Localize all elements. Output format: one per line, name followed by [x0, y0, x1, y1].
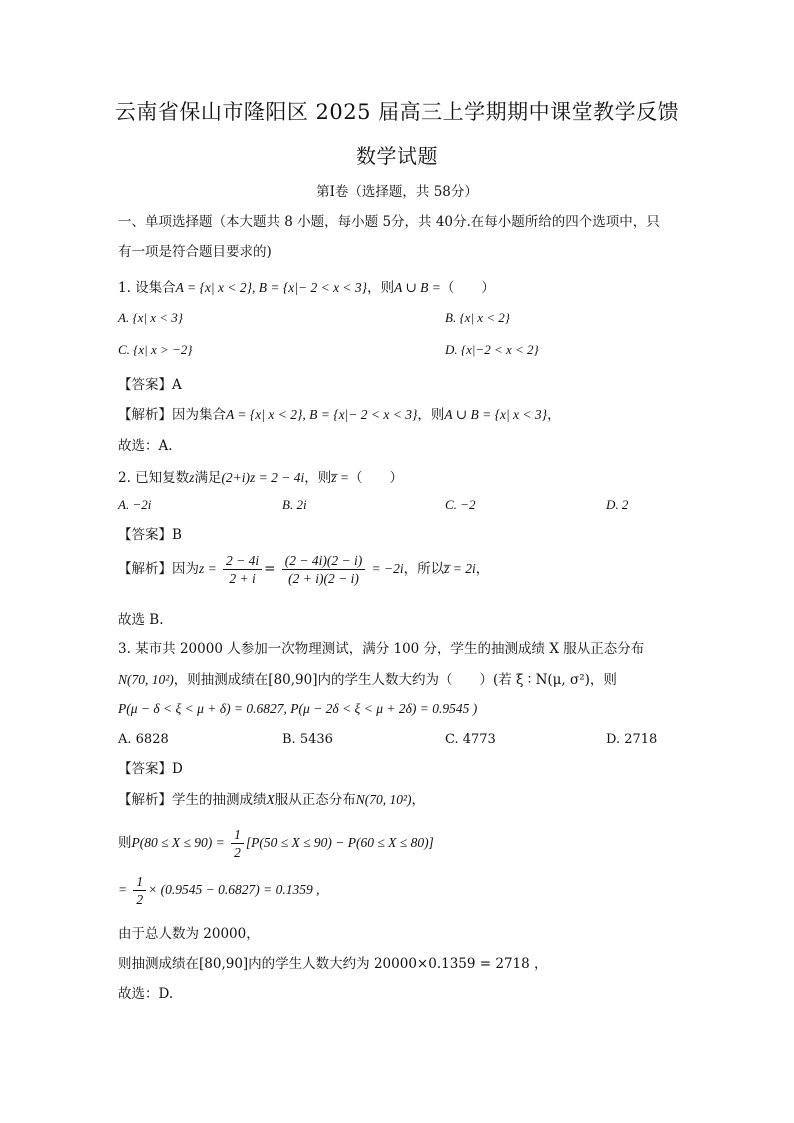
q3-half-num: 1 [231, 826, 244, 844]
q1-analysis-c: ， [547, 407, 561, 423]
q3-half-den: 2 [234, 845, 241, 860]
question-1-stem [118, 276, 495, 296]
q1-analysis-math: A = {x| x < 2}, B = {x|− 2 < x < 3} [226, 407, 418, 422]
q2-frac2-den: (2 + i)(2 − i) [288, 571, 359, 586]
q2-math: (2+i)z = 2 − 4i [221, 470, 305, 485]
q2-option-c: C. −2 [445, 497, 476, 512]
q1-text-c: （ ） [440, 280, 495, 296]
q3-analysis-2-math: P(80 ≤ X ≤ 90) = [131, 835, 225, 850]
q1-option-d: D. {x|−2 < x < 2} [445, 342, 539, 357]
q3-analysis-1-math: N(70, 10²) [355, 792, 412, 807]
q1-analysis-a: 【解析】因为集合 [118, 407, 226, 423]
q2-text-b: 满足 [194, 470, 222, 486]
q2-analysis-a: 【解析】因为 [118, 561, 199, 577]
q1-text-a: 1. 设集合 [118, 280, 176, 296]
q2-analysis-tail: = −2i [371, 561, 404, 576]
q3-analysis-3b: × (0.9545 − 0.6827) = 0.1359 , [148, 882, 320, 897]
q2-option-d: D. 2 [606, 497, 629, 512]
q3-option-d: D. 2718 [606, 732, 658, 747]
q1-option-c: C. {x| x > −2} [118, 342, 193, 357]
page-title: 云南省保山市隆阳区 2025 届高三上学期期中课堂教学反馈 [114, 100, 680, 124]
q3-normal-dist: N(70, 10²) [118, 672, 174, 687]
q2-frac1-num: 2 − 4i [223, 552, 262, 570]
q1-analysis-math2: A ∪ B = {x| x < 3} [444, 407, 548, 422]
q1-math2: A ∪ B = [394, 280, 441, 295]
q2-option-a: A. −2i [118, 497, 152, 512]
q3-half-den-2: 2 [136, 892, 144, 907]
q1-analysis [118, 403, 561, 423]
question-3-stem-line-1: 3. 某市共 20000 人参加一次物理测试，满分 100 分，学生的抽测成绩 X 服从正态分布 [118, 641, 645, 657]
q2-analysis-b: ，所以 [403, 561, 445, 577]
q3-analysis-line-3 [118, 873, 320, 908]
q3-answer: 【答案】D [118, 761, 183, 777]
q3-half-fraction [231, 826, 244, 861]
question-3-stem-line-2 [118, 668, 617, 688]
q3-analysis-3a: = [118, 882, 128, 897]
q2-analysis-zbar: z̅ = 2i [444, 561, 476, 576]
q3-half-fraction-2 [133, 873, 146, 908]
q2-frac2-num: (2 − 4i)(2 − i) [282, 552, 365, 570]
q2-option-b: B. 2i [282, 497, 307, 512]
q2-analysis-c: ， [475, 561, 490, 577]
q2-text-d: （ ） [349, 470, 404, 486]
question-2-stem [118, 466, 403, 486]
q3-analysis-line-1 [118, 788, 425, 808]
q3-analysis-1c: ， [411, 792, 426, 808]
q1-answer: 【答案】A [118, 377, 182, 393]
q2-fraction-1 [223, 552, 262, 587]
q3-analysis-line-5: 则抽测成绩在[80,90]内的学生人数大约为 20000×0.1359 = 2718 ， [118, 956, 548, 972]
q1-conclusion: 故选：A. [118, 438, 173, 454]
q2-conclusion: 故选 B. [118, 612, 164, 628]
q3-analysis-1a: 【解析】学生的抽测成绩 [118, 792, 267, 808]
q3-analysis-2b: [P(50 ≤ X ≤ 90) − P(60 ≤ X ≤ 80)] [245, 835, 434, 850]
q3-option-b: B. 5436 [282, 732, 333, 747]
q3-analysis-line-4: 由于总人数为 20000， [118, 926, 260, 942]
q1-analysis-b: ，则 [417, 407, 445, 423]
q3-analysis-1b: 服从正态分布 [274, 792, 356, 808]
q2-fraction-2 [282, 552, 365, 587]
question-3-stem-line-3: P(μ − δ < ξ < μ + δ) = 0.6827, P(μ − 2δ < ξ < μ + 2δ) = 0.9545 ) [118, 701, 478, 716]
q3-conclusion: 故选：D. [118, 986, 174, 1002]
q3-option-a: A. 6828 [118, 732, 169, 747]
q2-analysis: 【解析】因为z = $\frac{2 - 4i}{2 + i}$ = $\frac{(2 - 4i)(2 - i)}{(2 + i)(2 - i)}$ = −2i，所以z̅ = 2i， [118, 553, 490, 586]
q2-z: z [189, 470, 195, 485]
q2-frac1-den: 2 + i [229, 571, 256, 586]
q1-option-a: A. {x| x < 3} [118, 310, 183, 325]
q3-stem-line2-text: ，则抽测成绩在[80,90]内的学生人数大约为（ ）(若 ξ ∶ N(μ, σ²)，则 [173, 672, 617, 688]
page-subtitle: 数学试题 [356, 144, 438, 168]
q3-analysis-2a: 则 [118, 835, 132, 851]
q3-option-c: C. 4773 [445, 732, 496, 747]
q2-text-c: ，则 [304, 470, 332, 486]
section-heading: 第I卷（选择题，共 58分） [316, 184, 478, 200]
q2-text-a: 2. 已知复数 [118, 470, 190, 486]
q2-answer: 【答案】B [118, 527, 182, 543]
instructions-line-1: 一、单项选择题（本大题共 8 小题，每小题 5分，共 40分.在每小题所给的四个选项中，只 [118, 214, 660, 230]
q1-text-b: ，则 [367, 280, 395, 296]
q3-analysis-x: X [266, 792, 275, 807]
instructions-line-2: 有一项是符合题目要求的) [118, 244, 272, 260]
q3-analysis-line-2 [118, 826, 434, 861]
q2-analysis-z: z = [199, 561, 217, 576]
q1-math: A = {x| x < 2}, B = {x|− 2 < x < 3} [175, 280, 368, 295]
q2-zbar: z̅ = [331, 470, 350, 485]
q1-option-b: B. {x| x < 2} [445, 310, 510, 325]
q3-half-num-2: 1 [133, 873, 146, 891]
